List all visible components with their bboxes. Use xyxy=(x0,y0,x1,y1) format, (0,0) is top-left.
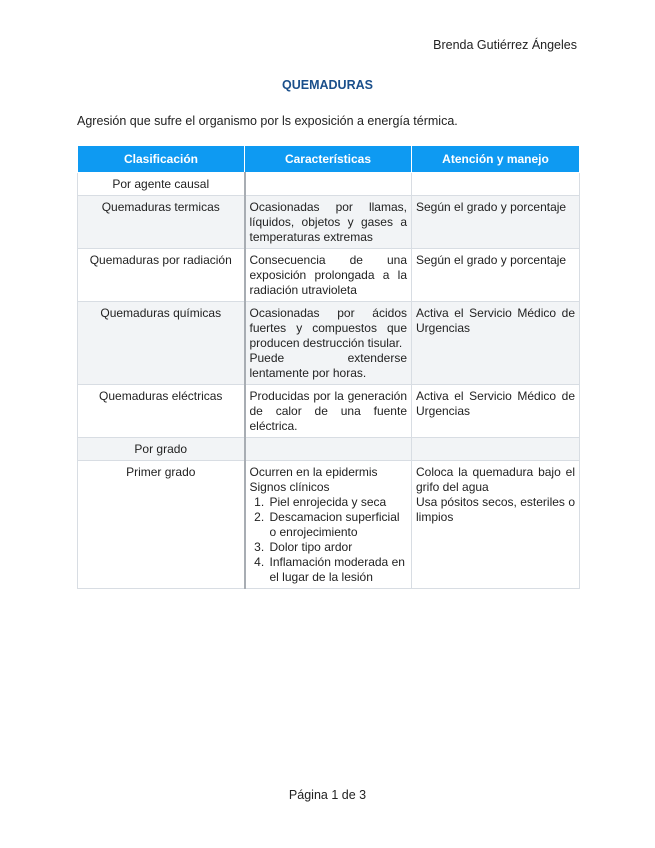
document-author: Brenda Gutiérrez Ángeles xyxy=(433,38,577,52)
cell-atencion: Según el grado y porcentaje xyxy=(412,249,580,302)
cell-text: Signos clínicos xyxy=(249,480,330,494)
cell-caracteristicas: Producidas por la generación de calor de una fuente eléctrica. xyxy=(245,385,412,438)
cell-atencion: Activa el Servicio Médico de Urgencias xyxy=(412,385,580,438)
cell-text: Puede extenderse lentamente por horas. xyxy=(249,351,407,380)
header-caracteristicas: Características xyxy=(245,146,412,173)
header-clasificacion: Clasificación xyxy=(78,146,245,173)
cell-caracteristicas xyxy=(245,173,412,196)
list-item: 1. Piel enrojecida y seca xyxy=(268,495,408,510)
cell-caracteristicas: Consecuencia de una exposición prolongada a la radiación utravioleta xyxy=(245,249,412,302)
cell-atencion: Activa el Servicio Médico de Urgencias xyxy=(412,302,580,385)
table-row xyxy=(78,461,580,589)
table-row xyxy=(78,438,580,461)
cell-atencion xyxy=(412,461,580,589)
list-item: 2. Descamacion superficial o enrojecimiento xyxy=(268,510,408,540)
cell-atencion xyxy=(412,173,580,196)
table-row xyxy=(78,173,580,196)
cell-clasificacion: Quemaduras por radiación xyxy=(78,249,245,302)
cell-text: Coloca la quemadura bajo el grifo del agua xyxy=(416,465,575,494)
cell-clasificacion: Quemaduras eléctricas xyxy=(78,385,245,438)
cell-text: Usa pósitos secos, esteriles o limpios xyxy=(416,495,575,524)
cell-text: Ocurren en la epidermis xyxy=(249,465,378,479)
header-atencion: Atención y manejo xyxy=(412,146,580,173)
cell-clasificacion: Quemaduras termicas xyxy=(78,196,245,249)
table-header-row xyxy=(78,146,580,173)
list-item: 3. Dolor tipo ardor xyxy=(268,540,408,555)
cell-caracteristicas xyxy=(245,302,412,385)
cell-atencion xyxy=(412,438,580,461)
table-row xyxy=(78,302,580,385)
cell-clasificacion: Quemaduras químicas xyxy=(78,302,245,385)
cell-clasificacion: Por grado xyxy=(78,438,245,461)
cell-clasificacion: Primer grado xyxy=(78,461,245,589)
cell-text: Ocasionadas por ácidos fuertes y compuestos que producen destrucción tisular. xyxy=(249,306,407,350)
table-row xyxy=(78,249,580,302)
table-row xyxy=(78,385,580,438)
document-title: QUEMADURAS xyxy=(282,78,373,92)
signs-list xyxy=(250,495,408,585)
cell-atencion: Según el grado y porcentaje xyxy=(412,196,580,249)
list-item: 4. Inflamación moderada en el lugar de la lesión xyxy=(268,555,408,585)
cell-caracteristicas xyxy=(245,461,412,589)
cell-clasificacion: Por agente causal xyxy=(78,173,245,196)
page-number: Página 1 de 3 xyxy=(288,788,367,802)
intro-paragraph: Agresión que sufre el organismo por ls exposición a energía térmica. xyxy=(77,114,458,128)
table-row xyxy=(78,196,580,249)
cell-caracteristicas xyxy=(245,438,412,461)
cell-caracteristicas: Ocasionadas por llamas, líquidos, objetos y gases a temperaturas extremas xyxy=(245,196,412,249)
burns-table xyxy=(77,145,580,589)
